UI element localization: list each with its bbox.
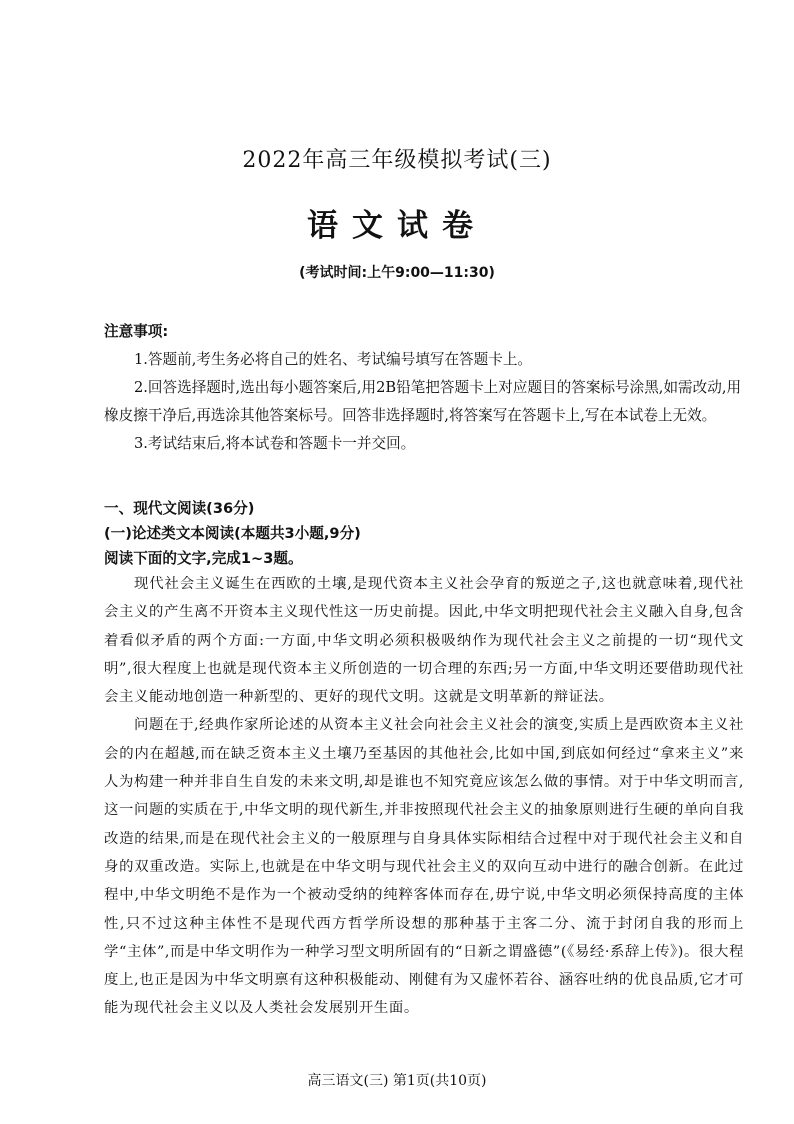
passage-paragraph: 现代社会主义诞生在西欧的土壤,是现代资本主义社会孕育的叛逆之子,这也就意味着,现代社会主义的产生离不开资本主义现代性这一历史前提。因此,中华文明把现代社会主义融入自身,包含着看似矛盾的两个方面:一方面,中华文明必须积极吸纳作为现代社会主义之前提的一切“现代文明”,很大程度上也就是现代资本主义所创造的一切合理的东西;另一方面,中华文明还要借助现代社会主义能动地创造一种新型的、更好的现代文明。这就是文明革新的辩证法。 <box>104 576 744 706</box>
notice-item: 3.考试结束后,将本试卷和答题卡一并交回。 <box>134 435 416 452</box>
part-heading: 一、现代文阅读(36分) <box>104 500 255 517</box>
notice-item: 2.回答选择题时,选出每小题答案后,用2B铅笔把答题卡上对应题目的答案标号涂黑,如需改动,用橡皮擦干净后,再选涂其他答案标号。回答非选择题时,将答案写在答题卡上,写在本试卷上无效。 <box>104 379 742 424</box>
page-footer: 高三语文(三) 第1页(共10页) <box>307 1073 487 1089</box>
exam-time: (考试时间:上午9:00—11:30) <box>299 265 495 281</box>
passage-paragraph: 问题在于,经典作家所论述的从资本主义社会向社会主义社会的演变,实质上是西欧资本主义社会的内在超越,而在缺乏资本主义土壤乃至基因的其他社会,比如中国,到底如何经过“拿来主义”来人为构建一种并非自生自发的未来文明,却是谁也不知究竟应该怎么做的事情。对于中华文明而言,这一问题的实质在于,中华文明的现代新生,并非按照现代社会主义的抽象原则进行生硬的单向自我改造的结果,而是在现代社会主义的一般原理与自身具体实际相结合过程中对于现代社会主义和自身的双重改造。实际上,也就是在中华文明与现代社会主义的双向互动中进行的融合创新。在此过程中,中华文明绝不是作为一个被动受纳的纯粹客体而存在,毋宁说,中华文明必须保持高度的主体性,只不过这种主体性不是现代西方哲学所设想的那种基于主客二分、流于封闭自我的形而上学“主体”,而是中华文明作为一种学习型文明所固有的“日新之谓盛德”(《易经·系辞上传》)。很大程度上,也正是因为中华文明禀有这种积极能动、刚健有为又虚怀若谷、涵容吐纳的优良品质,它才可能为现代社会主义以及人类社会发展别开生面。 <box>104 717 744 1017</box>
reading-instruction: 阅读下面的文字,完成1~3题。 <box>104 550 303 567</box>
notice-block <box>104 318 744 458</box>
reading-passage <box>104 570 744 1023</box>
notice-item: 1.答题前,考生务必将自己的姓名、考试编号填写在答题卡上。 <box>134 351 533 368</box>
section-headings <box>104 496 744 571</box>
exam-title: 2022年高三年级模拟考试(三) <box>242 148 552 173</box>
subject-title: 语文试卷 <box>307 208 487 244</box>
notice-heading: 注意事项: <box>104 323 169 340</box>
sub-heading: (一)论述类文本阅读(本题共3小题,9分) <box>104 525 361 542</box>
